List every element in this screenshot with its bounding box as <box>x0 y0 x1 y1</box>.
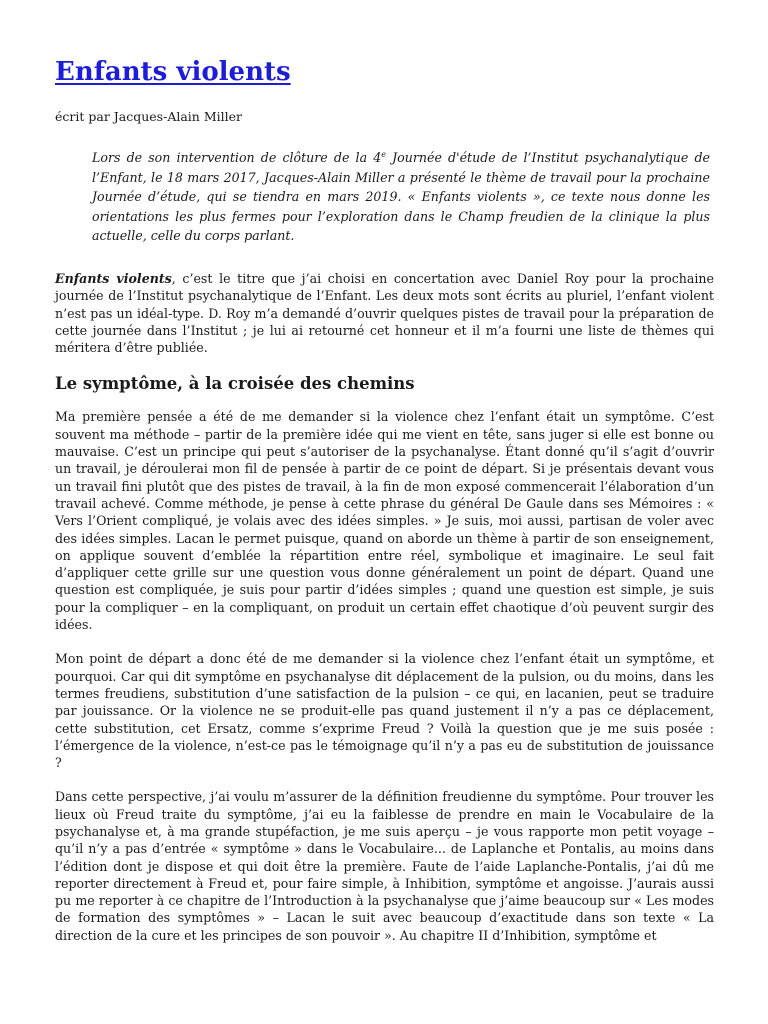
body-paragraph-1: Ma première pensée a été de me demander si la violence chez l’enfant était un symptôme. C’est souvent ma méthode – partir de la première idée qui me vient en tête, sans juger si elle est bonne ou mauvaise. C’est un principe qui peut s’autoriser de la psychanalyse. Étant donné qu’il s’agit d’ouvrir un travail, je déroulerai mon fil de pensée à partir de ce point de départ. Si je présentais devant vous un travail fini plutôt que des pistes de travail, à la fin de mon exposé commencerait l’élaboration d’un travail achevé. Comme méthode, je pense à cette phrase du général De Gaule dans ses Mémoires : « Vers l’Orient compliqué, je volais avec des idées simples. » Je suis, moi aussi, partisan de voler avec des idées simples. Lacan le permet puisque, quand on aborde un thème à partir de son enseignement, on applique souvent d’emblée la répartition entre réel, symbolique et imaginaire. Le seul fait d’appliquer cette grille sur une question vous donne généralement un point de départ. Quand une question est compliquée, je suis pour partir d’idées simples ; quand une question est simple, je suis pour la compliquer – en la compliquant, on produit un certain effet chaotique d’où peuvent surgir des idées. <box>55 409 714 633</box>
opening-paragraph <box>55 270 714 356</box>
ordinal-superscript: e <box>381 150 386 159</box>
intro-text-end: Journée d'étude de l’Institut psychanalytique de l’Enfant, le 18 mars 2017, Jacques-Alain Miller a présenté le thème de travail pour la prochaine Journée d’étude, qui se tiendra en mars 2019. « Enfants violents », ce texte nous donne les orientations les plus fermes pour l’exploration dans le Champ freudien de la clinique la plus actuelle, celle du corps parlant. <box>92 150 710 244</box>
article-byline: écrit par Jacques-Alain Miller <box>55 109 242 124</box>
intro-text-start: Lors de son intervention de clôture de la 4 <box>92 150 382 165</box>
body-paragraph-3: Dans cette perspective, j’ai voulu m’assurer de la définition freudienne du symptôme. Pour trouver les lieux où Freud traite du symptôme, j’ai eu la faiblesse de prendre en main le Vocabulaire de la psychanalyse et, à ma grande stupéfaction, je me suis aperçu – je vous rapporte mon petit voyage – qu’il n’y a pas d’entrée « symptôme » dans le Vocabulaire... de Laplanche et Pontalis, au moins dans l’édition dont je dispose et qui doit être la première. Faute de l’aide Laplanche-Pontalis, j’ai dû me reporter directement à Freud et, pour faire simple, à Inhibition, symptôme et angoisse. J’aurais aussi pu me reporter à ce chapitre de l’Introduction à la psychanalyse que j’aime beaucoup sur « Les modes de formation des symptômes » – Lacan le suit avec beaucoup d’exactitude dans son texte « La direction de la cure et les principes de son pouvoir ». Au chapitre II d’Inhibition, symptôme et <box>55 789 714 943</box>
section-heading: Le symptôme, à la croisée des chemins <box>55 374 415 394</box>
intro-abstract <box>92 148 710 246</box>
article-title-link[interactable]: Enfants violents <box>55 57 291 87</box>
opening-lead-term: Enfants violents <box>55 270 172 286</box>
body-paragraph-2: Mon point de départ a donc été de me demander si la violence chez l’enfant était un symptôme, et pourquoi. Car qui dit symptôme en psychanalyse dit déplacement de la pulsion, ou du moins, dans les termes freudiens, substitution d’une satisfaction de la pulsion – ce qui, en lacanien, peut se traduire par jouissance. Or la violence ne se produit-elle pas quand justement il n’y a pas ce déplacement, cette substitution, cet Ersatz, comme s’exprime Freud ? Voilà la question que je me suis posée : l’émergence de la violence, n’est-ce pas le témoignage qu’il n’y a pas eu de substitution de jouissance ? <box>55 651 714 771</box>
article-title <box>55 52 714 92</box>
opening-paragraph-text: , c’est le titre que j’ai choisi en concertation avec Daniel Roy pour la prochaine journée de l’Institut psychanalytique de l’Enfant. Les deux mots sont écrits au pluriel, l’enfant violent n’est pas un idéal-type. D. Roy m’a demandé d’ouvrir quelques pistes de travail pour la préparation de cette journée dans l’Institut ; je lui ai retourné cet honneur et il m’a fourni une liste de thèmes qui méritera d’être publiée. <box>55 270 714 356</box>
